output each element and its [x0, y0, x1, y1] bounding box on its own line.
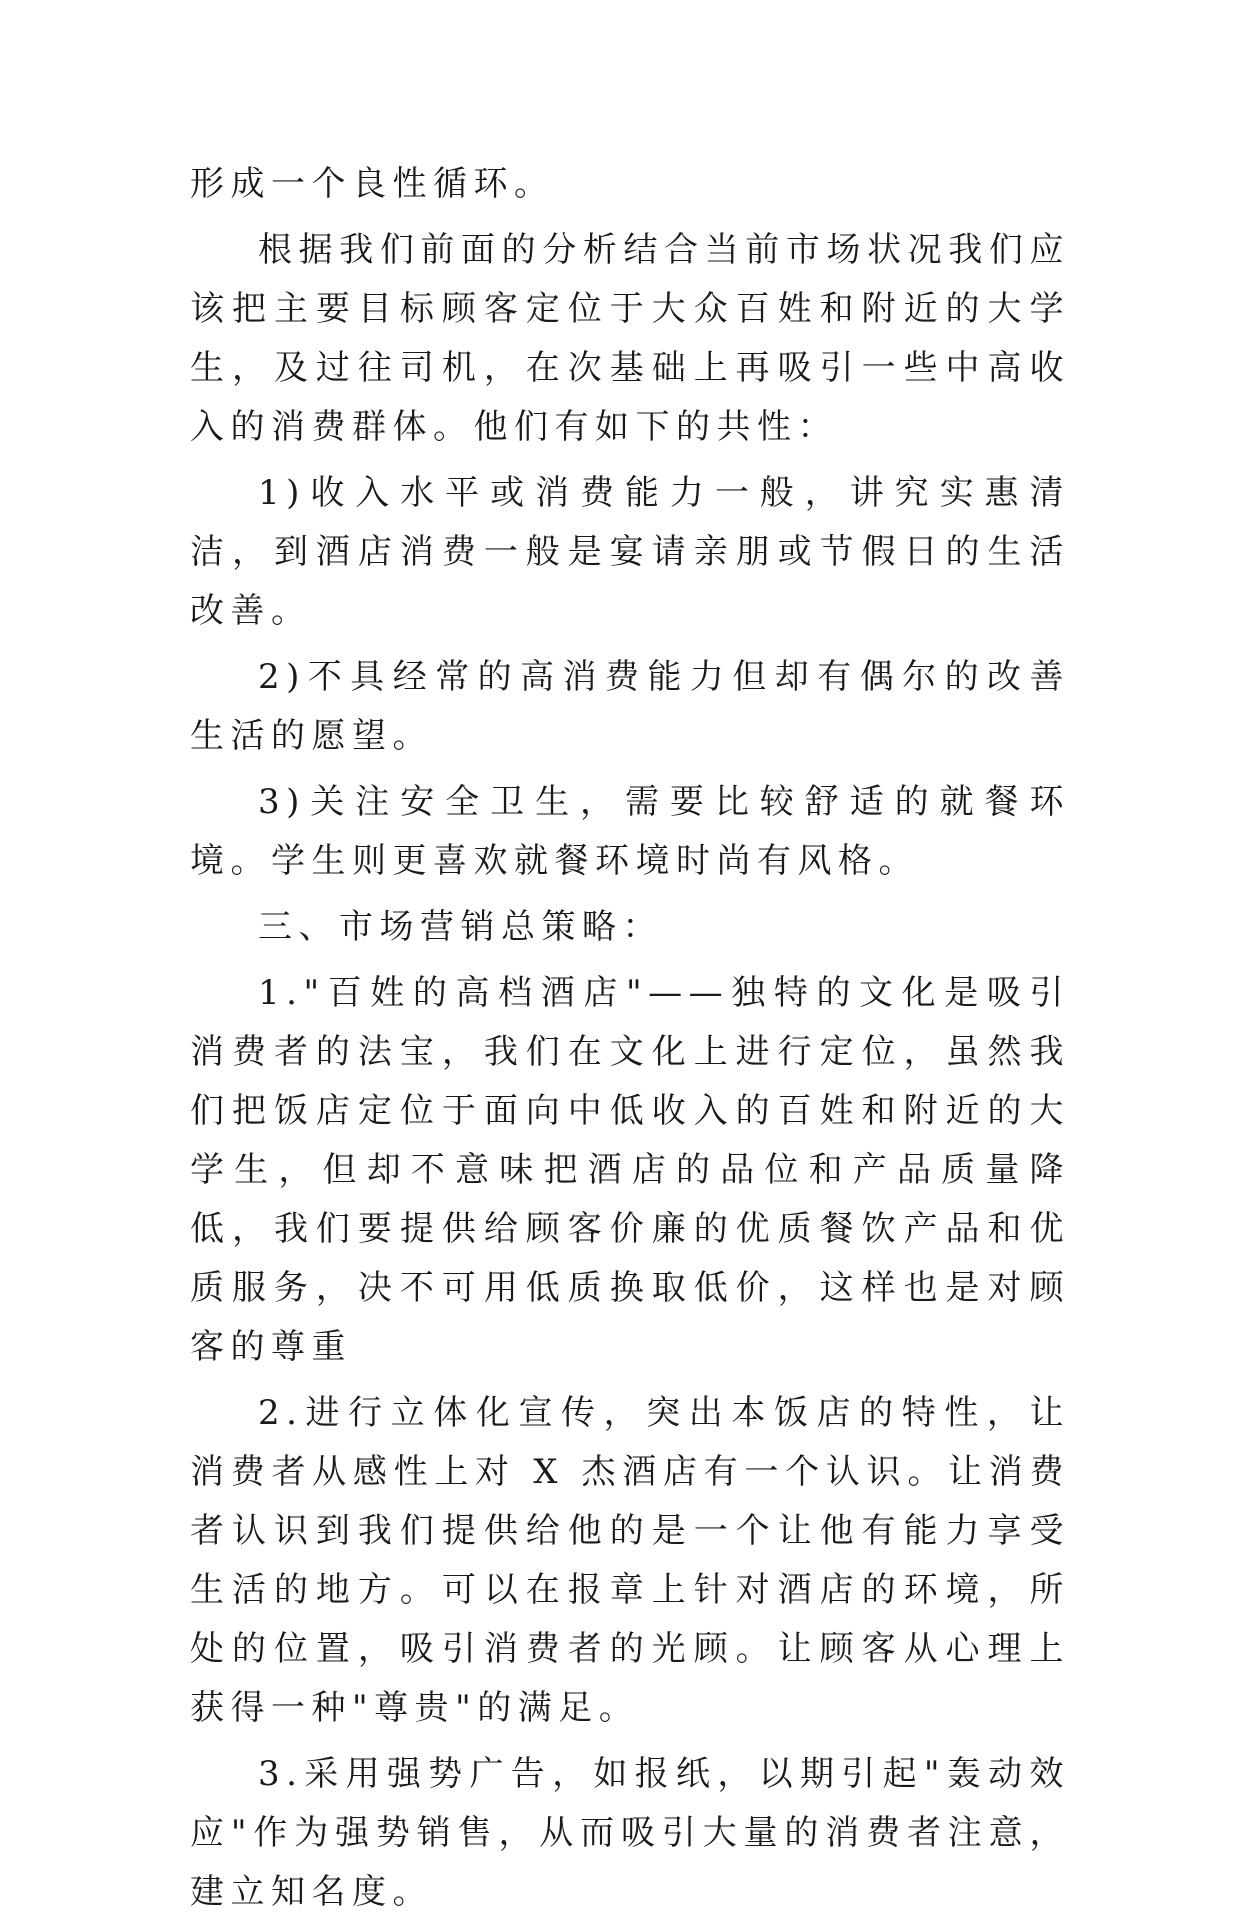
paragraph-7: 1."百姓的高档酒店"——独特的文化是吸引消费者的法宝，我们在文化上进行定位，虽然我们把饭店定位于面向中低收入的百姓和附近的大学生，但却不意味把酒店的品位和产品质量降低，我们要提供给顾客价廉的优质餐饮产品和优质服务，决不可用低质换取低价，这样也是对顾客的尊重: [190, 973, 1070, 1367]
paragraph-1: 形成一个良性循环。: [190, 164, 555, 204]
section-heading: 三、市场营销总策略：: [258, 907, 663, 947]
paragraph-4: 2)不具经常的高消费能力但却有偶尔的改善生活的愿望。: [190, 657, 1070, 756]
paragraph-9: 3.采用强势广告，如报纸，以期引起"轰动效应"作为强势销售，从而吸引大量的消费者注意，建立知名度。: [190, 1754, 1070, 1912]
paragraph-5: 3)关注安全卫生，需要比较舒适的就餐环境。学生则更喜欢就餐环境时尚有风格。: [190, 782, 1070, 881]
paragraph-8: 2.进行立体化宣传，突出本饭店的特性，让消费者从感性上对 X 杰酒店有一个认识。让消费者认识到我们提供给他的是一个让他有能力享受生活的地方。可以在报章上针对酒店的环境，所处的位置，吸引消费者的光顾。让顾客从心理上获得一种"尊贵"的满足。: [190, 1393, 1070, 1728]
paragraph-3: 1)收入水平或消费能力一般，讲究实惠清洁，到酒店消费一般是宴请亲朋或节假日的生活改善。: [190, 473, 1070, 631]
document-body: [190, 155, 1070, 1929]
paragraph-2: 根据我们前面的分析结合当前市场状况我们应该把主要目标顾客定位于大众百姓和附近的大学生，及过往司机，在次基础上再吸引一些中高收入的消费群体。他们有如下的共性：: [190, 230, 1070, 447]
